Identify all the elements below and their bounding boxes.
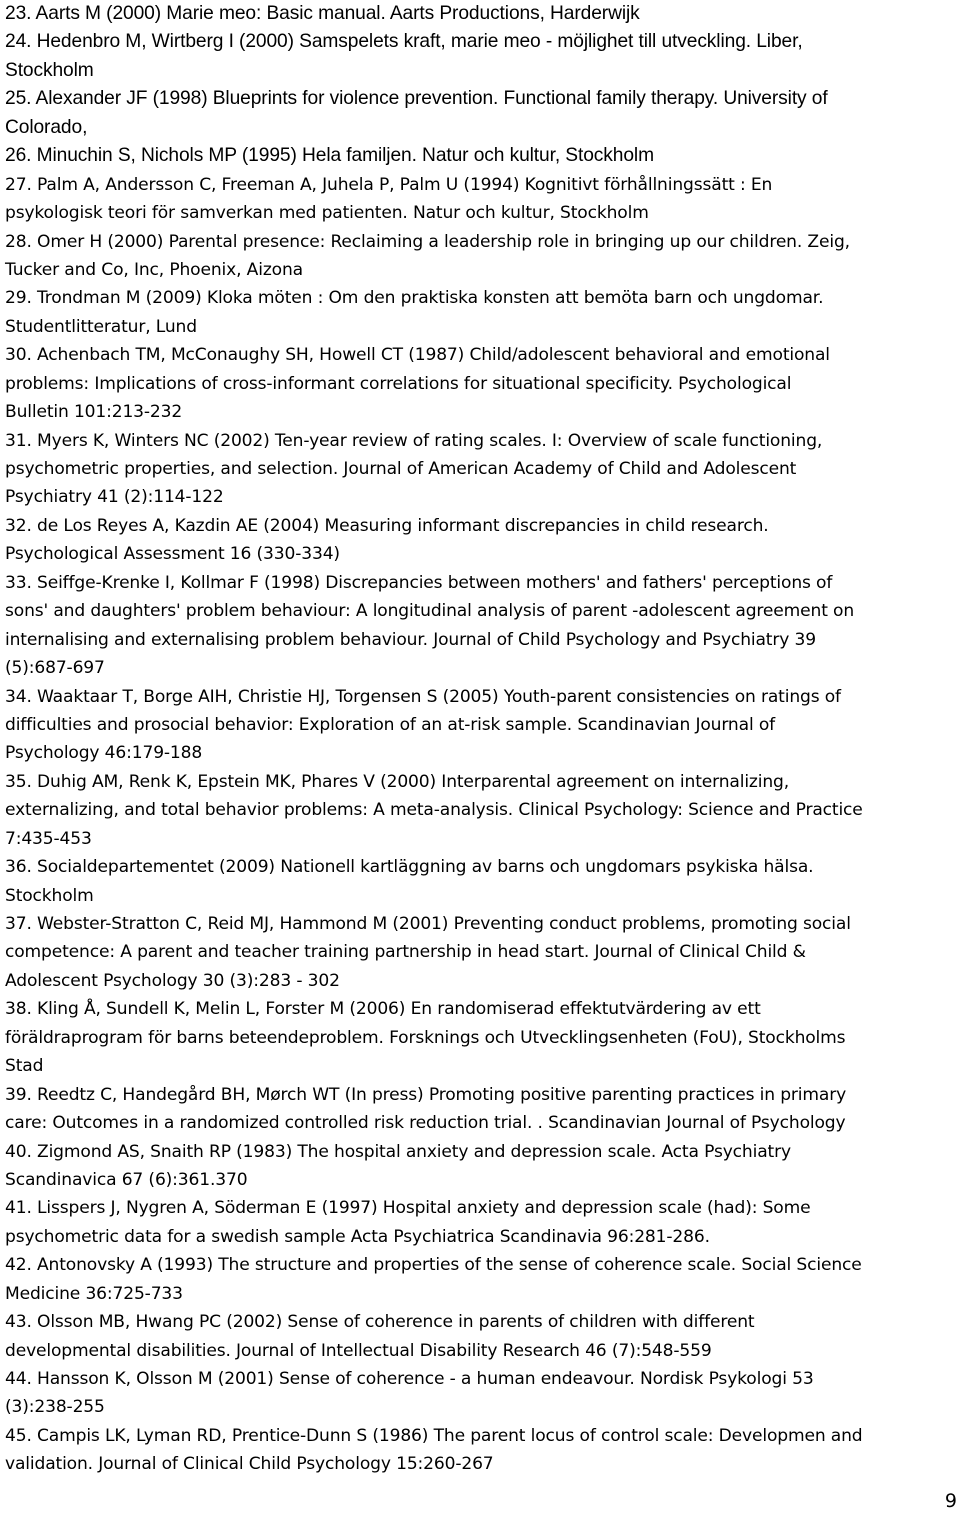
reference-line: externalizing, and total behavior problems: A meta-analysis. Clinical Psychology: Science and Practice (5, 800, 863, 821)
reference-line: developmental disabilities. Journal of Intellectual Disability Research 46 (7):548-559 (5, 1340, 712, 1361)
reference-line: 36. Socialdepartementet (2009) Nationell kartläggning av barns och ungdomars psykiska hälsa. (5, 857, 814, 878)
reference-line: 31. Myers K, Winters NC (2002) Ten-year review of rating scales. I: Overview of scale functioning, (5, 430, 823, 451)
reference-line: sons' and daughters' problem behaviour: A longitudinal analysis of parent -adolescent agreement on (5, 601, 855, 622)
reference-line: 34. Waaktaar T, Borge AIH, Christie HJ, Torgensen S (2005) Youth-parent consistencies on ratings of (5, 686, 841, 707)
reference-line: 23. Aarts M (2000) Marie meo: Basic manual. Aarts Productions, Harderwijk (5, 3, 640, 24)
reference-line: competence: A parent and teacher training partnership in head start. Journal of Clinical Child & (5, 942, 806, 963)
reference-line: 37. Webster-Stratton C, Reid MJ, Hammond M (2001) Preventing conduct problems, promoting social (5, 914, 851, 934)
reference-line: 38. Kling Å, Sundell K, Melin L, Forster M (2006) En randomiserad effektutvärdering av ett (5, 999, 761, 1020)
reference-line: 32. de Los Reyes A, Kazdin AE (2004) Measuring informant discrepancies in child research. (5, 515, 769, 536)
reference-line: 24. Hedenbro M, Wirtberg I (2000) Samspelets kraft, marie meo - möjlighet till utveckling. Liber, (5, 31, 803, 53)
reference-line: Psychology 46:179-188 (5, 743, 203, 764)
reference-line: 25. Alexander JF (1998) Blueprints for violence prevention. Functional family therapy. University of (5, 88, 828, 110)
reference-line: Stockholm (5, 885, 94, 906)
reference-line: Psychiatry 41 (2):114-122 (5, 487, 224, 508)
reference-line: Stockholm (5, 59, 94, 81)
reference-line: psychometric data for a swedish sample Acta Psychiatrica Scandinavia 96:281-286. (5, 1226, 710, 1247)
reference-line: 35. Duhig AM, Renk K, Epstein MK, Phares V (2000) Interparental agreement on internalizing, (5, 771, 790, 792)
reference-line: (3):238-255 (5, 1397, 105, 1418)
reference-line: validation. Journal of Clinical Child Psychology 15:260-267 (5, 1454, 494, 1475)
reference-line: 33. Seiffge-Krenke I, Kollmar F (1998) Discrepancies between mothers' and fathers' perceptions of (5, 572, 833, 593)
reference-line: internalising and externalising problem behaviour. Journal of Child Psychology and Psychiatry 39 (5, 629, 816, 650)
reference-line: Stad (5, 1056, 44, 1077)
reference-line: Medicine 36:725-733 (5, 1283, 183, 1304)
reference-line: Studentlitteratur, Lund (5, 316, 197, 337)
reference-line: Adolescent Psychology 30 (3):283 - 302 (5, 970, 340, 991)
reference-line: psychometric properties, and selection. Journal of American Academy of Child and Adolescent (5, 459, 797, 479)
reference-line: 26. Minuchin S, Nichols MP (1995) Hela familjen. Natur och kultur, Stockholm (5, 145, 654, 167)
reference-line: Colorado, (5, 116, 88, 138)
reference-line: 42. Antonovsky A (1993) The structure and properties of the sense of coherence scale. Social Science (5, 1255, 862, 1276)
reference-line: 45. Campis LK, Lyman RD, Prentice-Dunn S (1986) The parent locus of control scale: Developmen and (5, 1425, 863, 1446)
reference-line: 30. Achenbach TM, McConaughy SH, Howell CT (1987) Child/adolescent behavioral and emotional (5, 345, 830, 366)
page-number: 9 (944, 1490, 957, 1512)
reference-line: 28. Omer H (2000) Parental presence: Reclaiming a leadership role in bringing up our children. Zeig, (5, 231, 850, 252)
reference-line: 44. Hansson K, Olsson M (2001) Sense of coherence - a human endeavour. Nordisk Psykologi 53 (5, 1369, 814, 1389)
reference-line: föräldraprogram för barns beteendeproblem. Forsknings och Utvecklingsenheten (FoU), Stockholms (5, 1027, 846, 1048)
reference-line: problems: Implications of cross-informant correlations for situational specificity. Psychological (5, 373, 792, 394)
reference-line: difficulties and prosocial behavior: Exploration of an at-risk sample. Scandinavian Journal of (5, 714, 776, 735)
reference-line: Scandinavica 67 (6):361.370 (5, 1169, 248, 1190)
reference-line: 41. Lisspers J, Nygren A, Söderman E (1997) Hospital anxiety and depression scale (had): Some (5, 1198, 811, 1219)
reference-line: 43. Olsson MB, Hwang PC (2002) Sense of coherence in parents of children with different (5, 1312, 755, 1333)
reference-line: Psychological Assessment 16 (330-334) (5, 544, 340, 565)
reference-line: 40. Zigmond AS, Snaith RP (1983) The hospital anxiety and depression scale. Acta Psychiatry (5, 1141, 791, 1162)
reference-line: psykologisk teori för samverkan med patienten. Natur och kultur, Stockholm (5, 203, 649, 224)
reference-line: Bulletin 101:213-232 (5, 402, 183, 423)
reference-line: care: Outcomes in a randomized controlled risk reduction trial. . Scandinavian Journal of Psychology (5, 1113, 846, 1134)
reference-line: 27. Palm A, Andersson C, Freeman A, Juhela P, Palm U (1994) Kognitivt förhållningssätt : En (5, 174, 773, 195)
reference-line: 39. Reedtz C, Handegård BH, Mørch WT (In press) Promoting positive parenting practices in primary (5, 1084, 847, 1105)
reference-line: (5):687-697 (5, 658, 105, 679)
reference-line: 29. Trondman M (2009) Kloka möten : Om den praktiska konsten att bemöta barn och ungdomar. (5, 288, 824, 309)
reference-line: 7:435-453 (5, 828, 92, 849)
reference-list (5, 0, 957, 1479)
reference-line: Tucker and Co, Inc, Phoenix, Aizona (5, 259, 303, 280)
